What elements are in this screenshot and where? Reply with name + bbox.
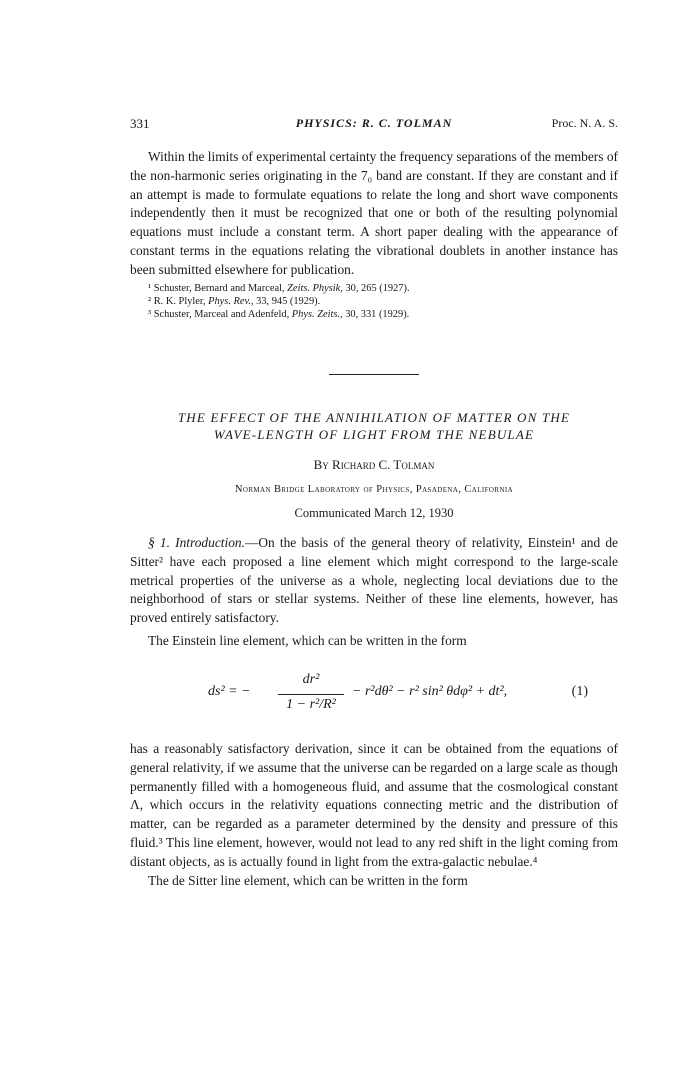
footnote-1: ¹ Schuster, Bernard and Marceal, Zeits. Physik, 30, 265 (1927). <box>148 282 410 294</box>
journal-name: Proc. N. A. S. <box>551 116 618 130</box>
section-heading: § 1. Introduction. <box>148 535 245 550</box>
equation-1 <box>130 672 618 728</box>
closing-paragraph: Within the limits of experimental certainty the frequency separations of the members of the non-harmonic series originating in the 7₀ band are constant. If they are constant and if an attempt is made to formulate equations to relate the long and short wave components independently then it must be recognized that one or both of the resulting polynomial equations must include a constant term. A short paper dealing with the appearance of constant terms in the equations relating the vibrational doublets in another instance has been submitted elsewhere for publication. <box>130 149 618 277</box>
intro-paragraph: § 1. Introduction.—On the basis of the general theory of relativity, Einstein¹ and de Sitter² have each proposed a line element which might correspond to the large-scale metrical properties of the universe as a whole, neglecting local deviations due to the neighborhood of stars or stellar systems. Neither of these line elements, however, has proved entirely satisfactory. <box>130 535 618 626</box>
equation-number: (1) <box>571 684 588 699</box>
affiliation: Norman Bridge Laboratory of Physics, Pasadena, California <box>234 484 514 495</box>
equation-rhs: − r²dθ² − r² sin² θdφ² + dt², <box>352 684 508 699</box>
fraction-denominator: 1 − r²/R² <box>286 697 336 712</box>
footnote-3: ³ Schuster, Marceal and Adenfeld, Phys. Zeits., 30, 331 (1929). <box>148 309 410 321</box>
section-divider <box>329 374 419 375</box>
footnote-2: ² R. K. Plyler, Phys. Rev., 33, 945 (1929). <box>148 295 321 307</box>
article-title: THE EFFECT OF THE ANNIHILATION OF MATTER ON THE WAVE-LENGTH OF LIGHT FROM THE NEBULAE <box>177 410 571 442</box>
introduction-section <box>130 534 618 651</box>
body-continuation <box>130 740 618 890</box>
footnotes <box>130 282 618 322</box>
running-header <box>130 116 618 134</box>
equation-lhs: ds² = − <box>208 684 251 699</box>
page-number: 331 <box>130 116 150 131</box>
desitter-lead: The de Sitter line element, which can be written in the form <box>148 872 468 888</box>
after-equation-paragraph: has a reasonably satisfactory derivation, since it can be obtained from the equations of general relativity, if we assume that the universe can be regarded on a large scale as though permanently filled with a homogeneous fluid, and assume that the cosmological constant Λ, which occurs in the relativity equations connecting metric and the distribution of matter, can be regarded as a parameter determined by the density and pressure of this fluid.³ This line element, however, would not lead to any red shift in the light coming from distant objects, as is actually found in light from the extra-galactic nebulae.⁴ <box>130 741 618 869</box>
previous-article-ending <box>130 148 618 322</box>
fraction-numerator: dr² <box>302 672 320 687</box>
author-line: By Richard C. Tolman <box>313 457 435 472</box>
equation-fraction <box>278 672 344 713</box>
communicated-date: Communicated March 12, 1930 <box>294 506 454 520</box>
einstein-lead: The Einstein line element, which can be written in the form <box>148 632 467 648</box>
running-title: PHYSICS: R. C. TOLMAN <box>295 116 453 130</box>
fraction-bar <box>278 694 344 695</box>
